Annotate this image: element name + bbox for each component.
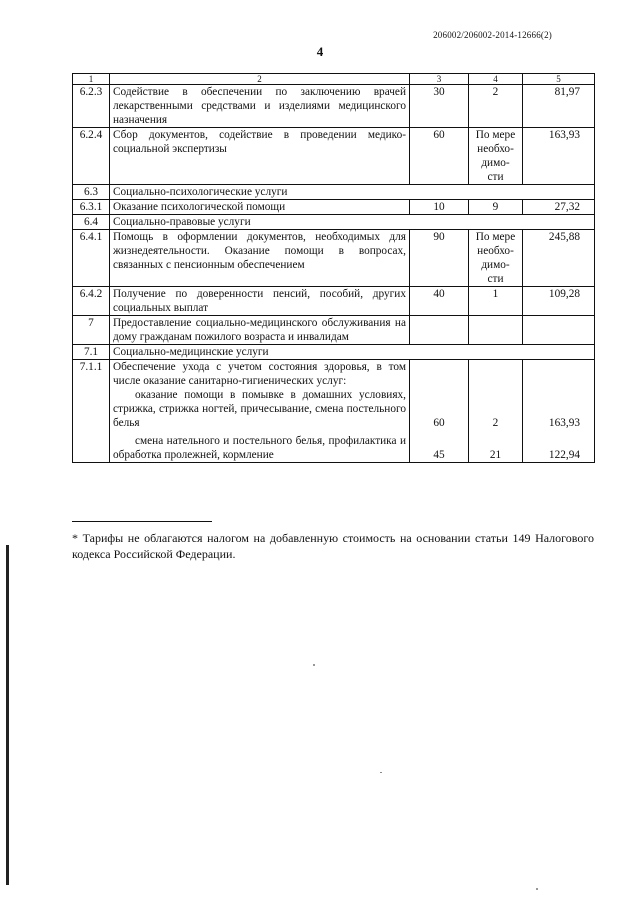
footnote: * Тарифы не облагаются налогом на добавленную стоимость на основании статьи 149 Налогового кодекса Российской Федерации. xyxy=(72,531,594,561)
service-count: 30 xyxy=(410,85,469,128)
service-name: Оказание психологической помощи xyxy=(110,200,410,215)
service-name: Получение по доверенности пенсий, пособий, других социальных выплат xyxy=(110,287,410,316)
footnote-separator xyxy=(72,521,212,522)
page-number: 4 xyxy=(316,44,324,59)
scan-speck xyxy=(313,664,315,666)
service-name: Содействие в обеспечении по заключению врачей лекарственными средствами и изделиями медицинского назначения xyxy=(110,85,410,128)
service-frequency: 9 xyxy=(469,200,523,215)
table-row xyxy=(73,85,595,128)
frequency-line: По мере xyxy=(475,231,516,243)
section-title: Социально-психологические услуги xyxy=(110,185,595,200)
frequency-line: димо- xyxy=(481,259,510,271)
col-header: 3 xyxy=(410,74,469,85)
service-count-cell xyxy=(410,360,469,463)
service-count: 60 xyxy=(410,128,469,185)
col-header: 2 xyxy=(110,74,410,85)
frequency-line: сти xyxy=(487,171,504,183)
services-table xyxy=(72,73,595,463)
frequency-line: димо- xyxy=(481,157,510,169)
service-frequency: 2 xyxy=(492,417,499,429)
scan-edge-mark xyxy=(6,545,9,885)
service-code: 6.4.1 xyxy=(73,230,110,287)
service-name: Помощь в оформлении документов, необходимых для жизнедеятельности. Оказание помощи в вопросах, связанных с пенсионным обеспечением xyxy=(110,230,410,287)
service-frequency xyxy=(469,128,523,185)
service-price-cell xyxy=(523,360,595,463)
empty-cell xyxy=(523,316,595,345)
service-code: 6.2.3 xyxy=(73,85,110,128)
document-id: 206002/206002-2014-12666(2) xyxy=(433,30,552,40)
service-name: Сбор документов, содействие в проведении медико-социальной экспертизы xyxy=(110,128,410,185)
service-price: 163,93 xyxy=(523,128,595,185)
section-row xyxy=(73,345,595,360)
service-count: 10 xyxy=(410,200,469,215)
empty-cell xyxy=(469,316,523,345)
service-price: 245,88 xyxy=(523,230,595,287)
frequency-line: По мере xyxy=(475,129,516,141)
empty-cell xyxy=(410,316,469,345)
service-frequency: 1 xyxy=(469,287,523,316)
scan-speck xyxy=(536,888,538,890)
frequency-line: необхо- xyxy=(477,143,514,155)
section-row xyxy=(73,215,595,230)
section-code: 6.4 xyxy=(73,215,110,230)
service-price: 109,28 xyxy=(523,287,595,316)
service-name: Обеспечение ухода с учетом состояния здоровья, в том числе оказание санитарно-гигиенических услуг: xyxy=(110,360,410,389)
service-code: 7.1.1 xyxy=(73,360,110,463)
service-price: 81,97 xyxy=(523,85,595,128)
table-row xyxy=(73,200,595,215)
col-header: 5 xyxy=(523,74,595,85)
service-code: 6.4.2 xyxy=(73,287,110,316)
service-count: 90 xyxy=(410,230,469,287)
service-frequency: 2 xyxy=(469,85,523,128)
scan-speck xyxy=(380,772,382,773)
service-price: 122,94 xyxy=(548,449,580,461)
service-count: 40 xyxy=(410,287,469,316)
table-row xyxy=(73,360,595,389)
service-frequency: 21 xyxy=(489,449,502,461)
table-row xyxy=(73,287,595,316)
service-code: 7 xyxy=(73,316,110,345)
frequency-line: необхо- xyxy=(477,245,514,257)
service-price: 27,32 xyxy=(523,200,595,215)
table-row xyxy=(73,128,595,185)
service-subitem: оказание помощи в помывке в домашних условиях, стрижка, стрижка ногтей, причесывание, смена постельного белья xyxy=(110,388,410,430)
table-header-row xyxy=(73,74,595,85)
service-price: 163,93 xyxy=(548,417,580,429)
section-code: 6.3 xyxy=(73,185,110,200)
table-row xyxy=(73,230,595,287)
frequency-line: сти xyxy=(487,273,504,285)
section-title: Социально-правовые услуги xyxy=(110,215,595,230)
table-row xyxy=(73,316,595,345)
col-header: 4 xyxy=(469,74,523,85)
section-code: 7.1 xyxy=(73,345,110,360)
section-title: Социально-медицинские услуги xyxy=(110,345,595,360)
service-name: Предоставление социально-медицинского обслуживания на дому гражданам пожилого возраста и инвалидам xyxy=(110,316,410,345)
service-code: 6.2.4 xyxy=(73,128,110,185)
service-frequency xyxy=(469,230,523,287)
service-count: 60 xyxy=(433,417,445,429)
col-header: 1 xyxy=(73,74,110,85)
service-code: 6.3.1 xyxy=(73,200,110,215)
service-subitem: смена нательного и постельного белья, профилактика и обработка пролежней, кормление xyxy=(110,430,410,463)
service-frequency-cell xyxy=(469,360,523,463)
service-count: 45 xyxy=(433,449,445,461)
section-row xyxy=(73,185,595,200)
